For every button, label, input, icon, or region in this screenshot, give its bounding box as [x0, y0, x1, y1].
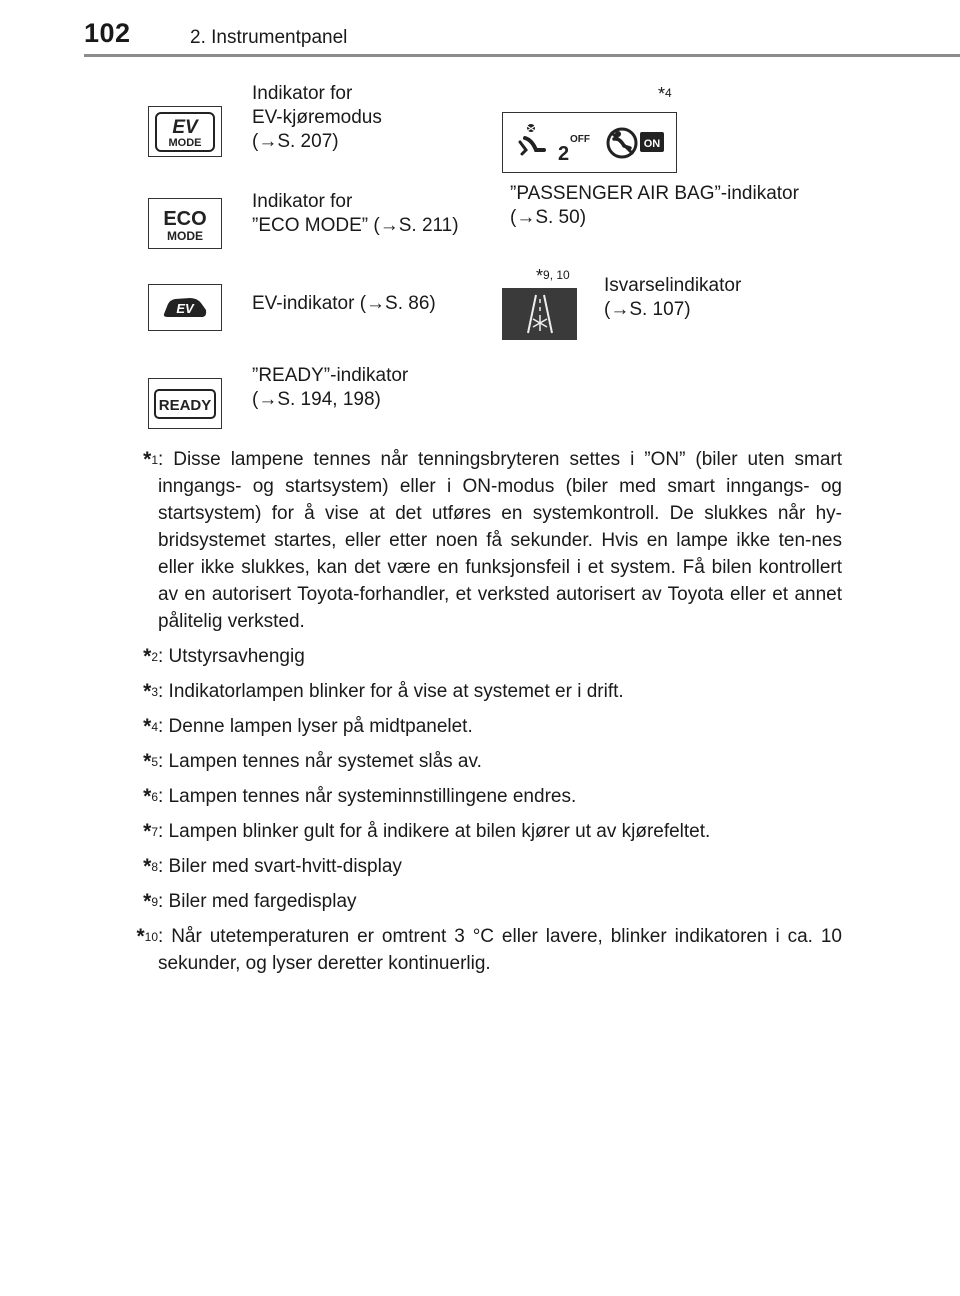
airbag-label: ”PASSENGER AIR BAG”-indikator (→S. 50)	[510, 183, 799, 228]
svg-text:OFF: OFF	[569, 133, 590, 145]
passenger-airbag-icon	[502, 112, 677, 173]
chapter-title: 2. Instrumentpanel	[190, 27, 348, 48]
svg-text:READY: READY	[158, 396, 212, 414]
svg-text:ECO: ECO	[163, 207, 207, 230]
ice-ref: *$^{9, 10}$	[536, 266, 570, 286]
page-header	[84, 18, 960, 58]
footnote: *$^5$ : Lampen tennes når systemet slås av.	[143, 750, 482, 773]
page-number: 102	[84, 18, 131, 48]
footnote: *$^9$ : Biler med fargedisplay	[143, 890, 357, 913]
footnote: *$^2$ : Utstyrsavhengig	[143, 645, 305, 668]
ready-label: ”READY”-indikator (→S. 194, 198)	[252, 365, 409, 410]
airbag-ref: *$^4$	[658, 84, 672, 104]
svg-text:EV: EV	[176, 300, 194, 316]
footnote: *$^4$ : Denne lampen lyser på midtpanelet.	[143, 715, 473, 738]
footnote: *$^8$ : Biler med svart-hvitt-display	[143, 855, 402, 878]
ready-icon	[148, 378, 222, 429]
footnote: *$^{10}$ : Når utetemperaturen er omtrent 3 °C eller lavere, blinker indikatoren i ca. 10 sekunder, og lyser deretter kontinuerlig.	[136, 925, 842, 974]
eco-mode-label: Indikator for ”ECO MODE” (→S. 211)	[252, 191, 459, 236]
svg-text:EV: EV	[172, 116, 198, 138]
ice-label: Isvarselindikator (→S. 107)	[604, 275, 742, 320]
footnote: *$^1$ : Disse lampene tennes når tenningsbryteren settes i ”ON” (biler uten smart inngangs- og startsystem) eller i ON-modus (biler med smart inngangs- og startsystem) for å vise at det utføres en systemkontroll. De slukkes når hy-bridsystemet startes, eller etter noen få sekunder. Hvis en lampe ikke ten-nes eller ikke slukkes, kan det være en funksjonsfeil i et system. Få bilen kontrollert av en autorisert Toyota-forhandler, et verksted autorisert av Toyota eller et annet pålitelig verksted.	[143, 448, 842, 632]
footnote: *$^3$ : Indikatorlampen blinker for å vise at systemet er i drift.	[143, 680, 624, 703]
ev-indicator-label: EV-indikator (→S. 86)	[252, 293, 436, 314]
ev-mode-icon	[148, 106, 222, 157]
footnote: *$^6$ : Lampen tennes når systeminnstillingene endres.	[143, 785, 577, 808]
footnotes	[100, 446, 842, 985]
ev-mode-label: Indikator for EV-kjøremodus (→S. 207)	[252, 83, 382, 152]
svg-text:MODE: MODE	[167, 228, 203, 243]
eco-mode-icon	[148, 198, 222, 249]
header-rule	[84, 54, 960, 57]
footnote: *$^7$ : Lampen blinker gult for å indikere at bilen kjører ut av kjørefeltet.	[143, 820, 711, 843]
ice-warning-icon	[502, 288, 577, 340]
svg-text:2: 2	[557, 142, 569, 165]
ev-car-icon	[148, 284, 222, 331]
svg-text:MODE: MODE	[168, 136, 202, 149]
svg-text:ON: ON	[643, 137, 660, 150]
